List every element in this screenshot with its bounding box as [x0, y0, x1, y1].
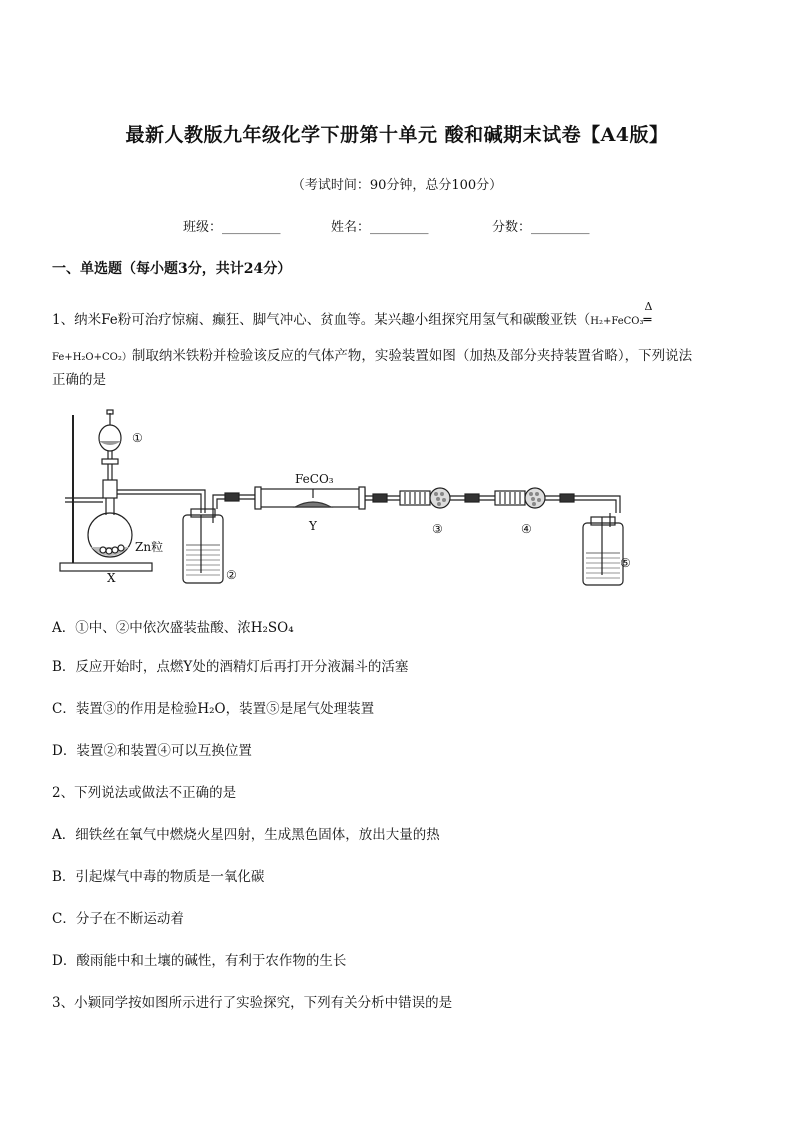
class-field[interactable]: 班级：_________ — [183, 220, 281, 235]
question-1-line-3: 正确的是 — [52, 372, 106, 388]
equation-condition: Δ ═ — [643, 300, 653, 328]
label-2: ② — [226, 568, 237, 582]
label-5: ⑤ — [620, 556, 631, 570]
name-field[interactable]: 姓名：_________ — [331, 220, 429, 235]
score-field[interactable]: 分数：_________ — [492, 220, 590, 235]
q2-option-c[interactable]: C．分子在不断运动着 — [52, 911, 184, 927]
separatory-funnel — [99, 425, 121, 451]
question-1-line-1 — [52, 300, 653, 328]
apparatus-diagram — [55, 405, 645, 590]
q1-option-d[interactable]: D．装置②和装置④可以互换位置 — [52, 743, 252, 759]
delta-symbol: Δ — [644, 300, 653, 313]
q1-option-a[interactable]: A．①中、②中依次盛装盐酸、浓H₂SO₄ — [52, 620, 294, 636]
equation-reactants: H₂+FeCO₃ — [590, 316, 644, 327]
funnel-stopcock — [102, 459, 118, 464]
question-3-stem: 3、小颖同学按如图所示进行了实验探究，下列有关分析中错误的是 — [52, 995, 453, 1011]
stand-base — [60, 563, 152, 571]
page-title: 最新人教版九年级化学下册第十单元 酸和碱期末试卷【A4版】 — [125, 124, 669, 146]
label-4: ④ — [521, 522, 532, 536]
bottle-5 — [583, 523, 623, 585]
q1-option-c[interactable]: C．装置③的作用是检验H₂O，装置⑤是尾气处理装置 — [52, 701, 375, 717]
label-3: ③ — [432, 522, 443, 536]
q2-option-a[interactable]: A．细铁丝在氧气中燃烧火星四射，生成黑色固体，放出大量的热 — [52, 827, 440, 843]
q2-option-d[interactable]: D．酸雨能中和土壤的碱性，有利于农作物的生长 — [52, 953, 347, 969]
q1-option-b[interactable]: B．反应开始时，点燃Y处的酒精灯后再打开分液漏斗的活塞 — [52, 659, 409, 675]
question-1-stem-cont: 制取纳米铁粉并检验该反应的气体产物，实验装置如图（加热及部分夹持装置省略），下列说法 — [131, 348, 693, 364]
label-1: ① — [132, 431, 143, 445]
label-zn: Zn粒 — [135, 540, 164, 554]
question-1-line-2 — [52, 344, 692, 364]
exam-subtitle: （考试时间：90分钟，总分100分） — [291, 178, 503, 193]
label-y: Y — [309, 519, 317, 533]
equation-products: Fe+H₂O+CO₂） — [52, 352, 132, 363]
bottle-2 — [183, 515, 223, 583]
label-x: X — [107, 571, 116, 585]
q2-option-b[interactable]: B．引起煤气中毒的物质是一氧化碳 — [52, 869, 265, 885]
question-2-stem: 2、下列说法或做法不正确的是 — [52, 785, 237, 801]
section-heading: 一、单选题（每小题3分，共计24分） — [52, 261, 292, 277]
question-1-stem: 1、纳米Fe粉可治疗惊痫、癫狂、脚气冲心、贫血等。某兴趣小组探究用氢气和碳酸亚铁（ — [52, 312, 591, 328]
label-feco3: FeCO₃ — [295, 472, 334, 486]
